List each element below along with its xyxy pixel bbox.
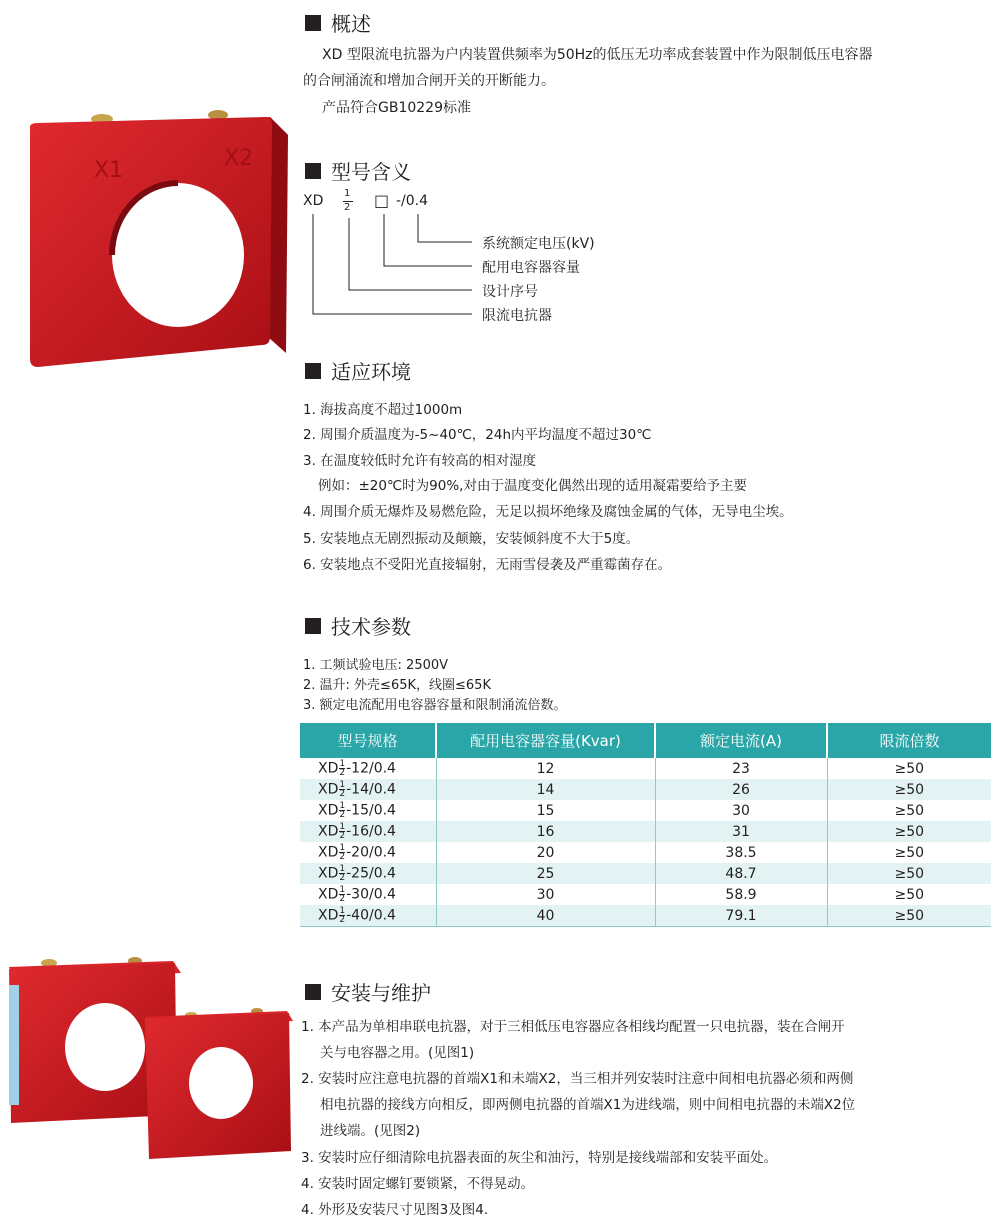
model-prefix: XD: [303, 193, 324, 209]
bullet-square-icon: [305, 618, 321, 634]
table-row: [300, 779, 991, 800]
reactor-product-image: [20, 105, 295, 375]
model-frac-bottom: 2: [339, 852, 346, 862]
model-frac-top: 1: [339, 801, 346, 811]
cell-model: [300, 800, 436, 821]
env-item-3: 3. 在温度较低时允许有较高的相对湿度: [303, 453, 537, 469]
model-fraction: [339, 781, 345, 798]
env-item-4: 4. 周围介质无爆炸及易燃危险，无足以损坏绝缘及腐蚀金属的气体，无导电尘埃。: [303, 504, 793, 520]
model-suffix: -20/0.4: [346, 844, 396, 861]
cell-current: 26: [655, 779, 827, 800]
model-prefix: XD: [318, 844, 339, 861]
cell-multiple: ≥50: [894, 844, 925, 861]
marking-x1: X1: [94, 158, 124, 183]
model-prefix: XD: [318, 760, 339, 777]
model-leader-lines: [300, 210, 480, 325]
model-frac-bottom: 2: [339, 768, 346, 778]
reactor-pair-image: [5, 955, 295, 1160]
section-heading-install: [305, 977, 431, 1006]
cell-multiple: ≥50: [827, 863, 991, 884]
table-row: [300, 800, 991, 821]
tech-item-3: 3. 额定电流配用电容器容量和限制涌流倍数。: [303, 698, 567, 713]
table-row: [300, 905, 991, 927]
cell-current: 58.9: [655, 884, 827, 905]
overview-standard: 产品符合GB10229标准: [322, 100, 471, 116]
heading-text: 技术参数: [331, 615, 411, 639]
tech-item-1: 1. 工频试验电压: 2500V: [303, 658, 449, 673]
cell-multiple: ≥50: [827, 905, 991, 927]
model-suffix: -14/0.4: [346, 781, 396, 798]
model-frac-top: 1: [339, 885, 346, 895]
cell-current: 31: [655, 821, 827, 842]
model-fraction: [339, 823, 345, 840]
model-fraction: [339, 844, 345, 861]
cell-multiple: ≥50: [894, 802, 925, 819]
model-fraction: [339, 760, 345, 777]
table-row: [300, 842, 991, 863]
heading-text: 概述: [331, 12, 371, 36]
cell-model: [300, 779, 436, 800]
model-frac-top: 1: [339, 843, 346, 853]
install-line-2-cont-b: 进线端。(见图2): [320, 1123, 421, 1139]
overview-line-2: 的合闸涌流和增加合闸开关的开断能力。: [303, 73, 555, 89]
cell-current: 38.5: [655, 842, 827, 863]
model-suffix: -/0.4: [396, 193, 429, 209]
section-heading-overview: [305, 8, 371, 37]
model-frac-bottom: 2: [339, 831, 346, 841]
bullet-square-icon: [305, 984, 321, 1000]
table-row: [300, 758, 991, 779]
env-item-3-example: 例如：±20℃时为90%,对由于温度变化偶然出现的适用凝霜要给予主要: [318, 478, 747, 494]
model-suffix: -12/0.4: [346, 760, 396, 777]
bullet-square-icon: [305, 15, 321, 31]
model-label-design-no: 设计序号: [482, 284, 538, 300]
model-frac-top: 1: [339, 822, 346, 832]
table-row: [300, 863, 991, 884]
tech-item-2: 2. 温升: 外壳≤65K，线圈≤65K: [303, 678, 491, 693]
install-line-2-cont-a: 相电抗器的接线方向相反，即两侧电抗器的首端X1为进线端，则中间相电抗器的未端X2位: [320, 1097, 856, 1113]
install-line-5: 4. 外形及安装尺寸见图3及图4.: [301, 1202, 489, 1218]
cell-model: [300, 884, 436, 905]
cell-multiple: ≥50: [827, 779, 991, 800]
cell-capacity: 12: [436, 758, 655, 779]
table-row: [300, 821, 991, 842]
model-suffix: -40/0.4: [346, 907, 396, 924]
install-line-2: 2. 安装时应注意电抗器的首端X1和未端X2，当三相并列安装时注意中间相电抗器必须和两侧: [301, 1071, 854, 1087]
model-prefix: XD: [318, 823, 339, 840]
model-suffix: -16/0.4: [346, 823, 396, 840]
model-frac-bottom: 2: [344, 202, 351, 213]
env-item-6: 6. 安装地点不受阳光直接辐射，无雨雪侵袭及严重霉菌存在。: [303, 557, 672, 573]
model-frac-top: 1: [344, 188, 351, 199]
cell-capacity: 14: [436, 779, 655, 800]
model-box: □: [374, 191, 390, 210]
cell-model: [300, 842, 436, 863]
cell-current: 23: [655, 758, 827, 779]
heading-text: 安装与维护: [331, 981, 431, 1005]
cell-model: [300, 863, 436, 884]
cell-capacity: 20: [436, 842, 655, 863]
section-heading-environment: [305, 356, 411, 385]
model-frac-bottom: 2: [339, 915, 346, 925]
cell-current: 30: [655, 800, 827, 821]
cell-current: 79.1: [655, 905, 827, 927]
spec-table: [300, 723, 991, 927]
model-prefix: XD: [318, 865, 339, 882]
col-header-current: 额定电流(A): [655, 723, 827, 758]
cell-model: [300, 758, 436, 779]
cell-capacity: 30: [436, 884, 655, 905]
model-suffix: -25/0.4: [346, 865, 396, 882]
cell-capacity: 25: [436, 863, 655, 884]
model-frac-top: 1: [339, 759, 346, 769]
col-header-multiple: 限流倍数: [827, 723, 991, 758]
install-line-4: 4. 安装时固定螺钉要锁紧，不得晃动。: [301, 1176, 535, 1192]
section-heading-model: [305, 156, 411, 185]
table-row: [300, 884, 991, 905]
model-label-voltage: 系统额定电压(kV): [482, 236, 595, 252]
bullet-square-icon: [305, 163, 321, 179]
model-prefix: XD: [318, 802, 339, 819]
model-prefix: XD: [318, 907, 339, 924]
model-fraction: [339, 865, 345, 882]
model-fraction: [339, 802, 345, 819]
model-prefix: XD: [318, 886, 339, 903]
marking-x2: X2: [224, 146, 254, 171]
model-suffix: -15/0.4: [346, 802, 396, 819]
cell-capacity: 40: [436, 905, 655, 927]
env-item-1: 1. 海拔高度不超过1000m: [303, 402, 463, 418]
model-frac-bottom: 2: [339, 789, 346, 799]
env-item-5: 5. 安装地点无剧烈振动及颠簸，安装倾斜度不大于5度。: [303, 531, 640, 547]
overview-line-1: XD 型限流电抗器为户内装置供频率为50Hz的低压无功率成套装置中作为限制低压电容器: [322, 47, 873, 63]
col-header-model: 型号规格: [300, 723, 436, 758]
install-line-1-cont: 关与电容器之用。(见图1): [320, 1045, 475, 1061]
model-frac-bottom: 2: [339, 894, 346, 904]
table-header-row: [300, 723, 991, 758]
model-frac-top: 1: [339, 780, 346, 790]
model-prefix: XD: [318, 781, 339, 798]
model-frac-top: 1: [339, 864, 346, 874]
col-header-capacity: 配用电容器容量(Kvar): [436, 723, 655, 758]
model-label-reactor: 限流电抗器: [482, 308, 552, 324]
model-label-capacity: 配用电容器容量: [482, 260, 580, 276]
install-line-1: 1. 本产品为单相串联电抗器，对于三相低压电容器应各相线均配置一只电抗器，装在合闸开: [301, 1019, 845, 1035]
section-heading-tech: [305, 611, 411, 640]
env-item-2: 2. 周围介质温度为-5~40℃，24h内平均温度不超过30℃: [303, 427, 652, 443]
cell-current: 48.7: [655, 863, 827, 884]
cell-model: [300, 905, 436, 927]
cell-multiple: ≥50: [827, 821, 991, 842]
cell-multiple: ≥50: [894, 760, 925, 777]
model-fraction: [339, 907, 345, 924]
model-fraction: [339, 886, 345, 903]
install-line-3: 3. 安装时应仔细清除电抗器表面的灰尘和油污，特别是接线端部和安装平面处。: [301, 1150, 778, 1166]
heading-text: 型号含义: [331, 160, 411, 184]
heading-text: 适应环境: [331, 360, 411, 384]
bullet-square-icon: [305, 363, 321, 379]
cell-multiple: ≥50: [894, 886, 925, 903]
model-suffix: -30/0.4: [346, 886, 396, 903]
model-frac-bottom: 2: [339, 810, 346, 820]
cell-capacity: 15: [436, 800, 655, 821]
model-frac-top: 1: [339, 906, 346, 916]
cell-model: [300, 821, 436, 842]
cell-capacity: 16: [436, 821, 655, 842]
model-frac-bottom: 2: [339, 873, 346, 883]
